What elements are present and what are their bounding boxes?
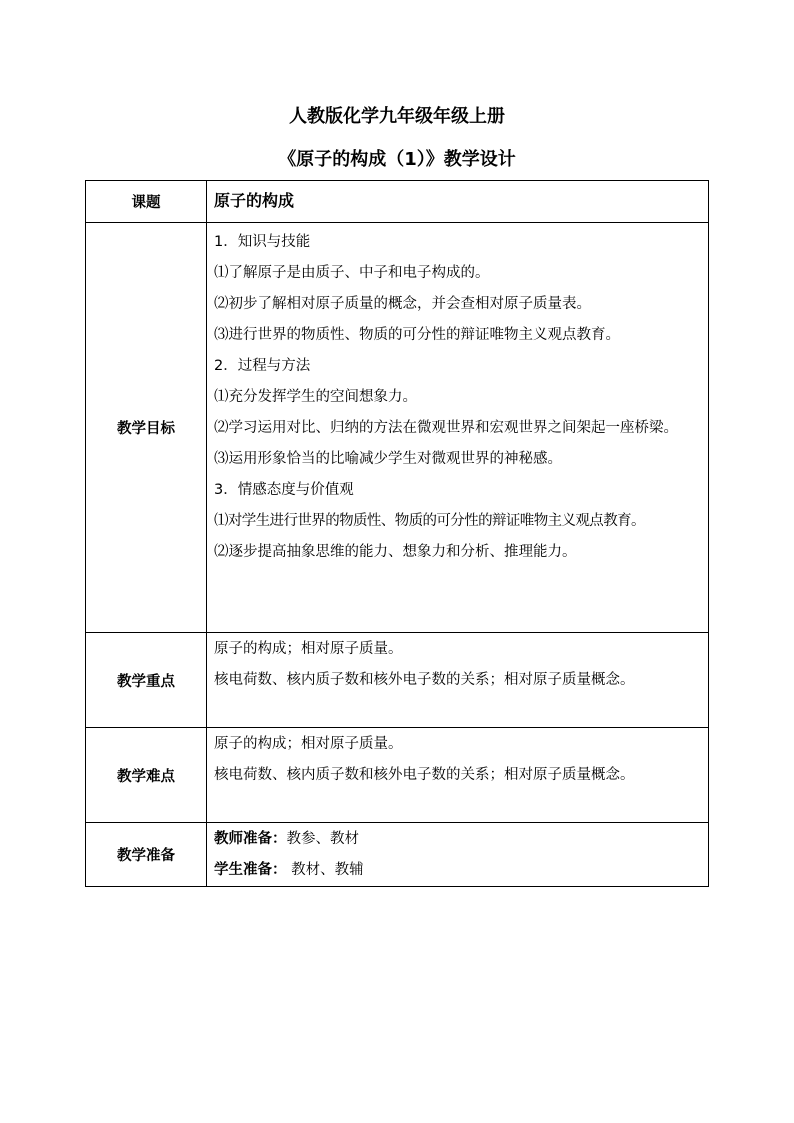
goals-line: ⑵学习运用对比、归纳的方法在微观世界和宏观世界之间架起一座桥梁。 (214, 420, 678, 436)
key-points-line: 原子的构成；相对原子质量。 (214, 641, 403, 657)
goals-line: 2．过程与方法 (214, 358, 311, 374)
student-preparation (214, 855, 702, 886)
difficulties-line: 原子的构成；相对原子质量。 (214, 736, 403, 752)
table-row-difficulties (86, 728, 709, 823)
goals-line: ⑴了解原子是由质子、中子和电子构成的。 (214, 265, 490, 281)
goals-line: ⑶运用形象恰当的比喻减少学生对微观世界的神秘感。 (214, 451, 562, 467)
topic-cell (207, 181, 709, 223)
topic-label: 课题 (86, 181, 207, 223)
student-preparation-label: 学生准备： (214, 862, 287, 878)
goals-cell (207, 223, 709, 633)
goals-line: 3．情感态度与价值观 (214, 482, 354, 498)
table-row-topic (86, 181, 709, 223)
table-row-key-points (86, 633, 709, 728)
goals-line: ⑵逐步提高抽象思维的能力、想象力和分析、推理能力。 (214, 544, 577, 560)
goals-line: ⑵初步了解相对原子质量的概念，并会查相对原子质量表。 (214, 296, 591, 312)
preparation-label: 教学准备 (86, 823, 207, 887)
preparation-cell (207, 823, 709, 887)
table-row-goals (86, 223, 709, 633)
goals-line: ⑶进行世界的物质性、物质的可分性的辩证唯物主义观点教育。 (214, 327, 620, 343)
teacher-preparation-label: 教师准备： (214, 831, 287, 847)
key-points-line: 核电荷数、核内质子数和核外电子数的关系；相对原子质量概念。 (214, 672, 635, 688)
lesson-plan-table (85, 180, 709, 887)
key-points-label: 教学重点 (86, 633, 207, 728)
goals-label: 教学目标 (86, 223, 207, 633)
difficulties-label: 教学难点 (86, 728, 207, 823)
goals-line: 1．知识与技能 (214, 234, 311, 250)
topic-value: 原子的构成 (214, 191, 295, 210)
document-title: 人教版化学九年级年级上册 (289, 106, 505, 127)
table-row-preparation (86, 823, 709, 887)
teacher-preparation (214, 824, 702, 855)
difficulties-line: 核电荷数、核内质子数和核外电子数的关系；相对原子质量概念。 (214, 767, 635, 783)
goals-line: ⑴充分发挥学生的空间想象力。 (214, 389, 417, 405)
difficulties-cell (207, 728, 709, 823)
goals-line: ⑴对学生进行世界的物质性、物质的可分性的辩证唯物主义观点教育。 (214, 513, 645, 529)
teacher-preparation-value: 教参、教材 (286, 831, 359, 847)
document-subtitle: 《原子的构成（1）》教学设计 (278, 149, 516, 170)
key-points-cell (207, 633, 709, 728)
student-preparation-value: 教材、教辅 (286, 862, 364, 878)
